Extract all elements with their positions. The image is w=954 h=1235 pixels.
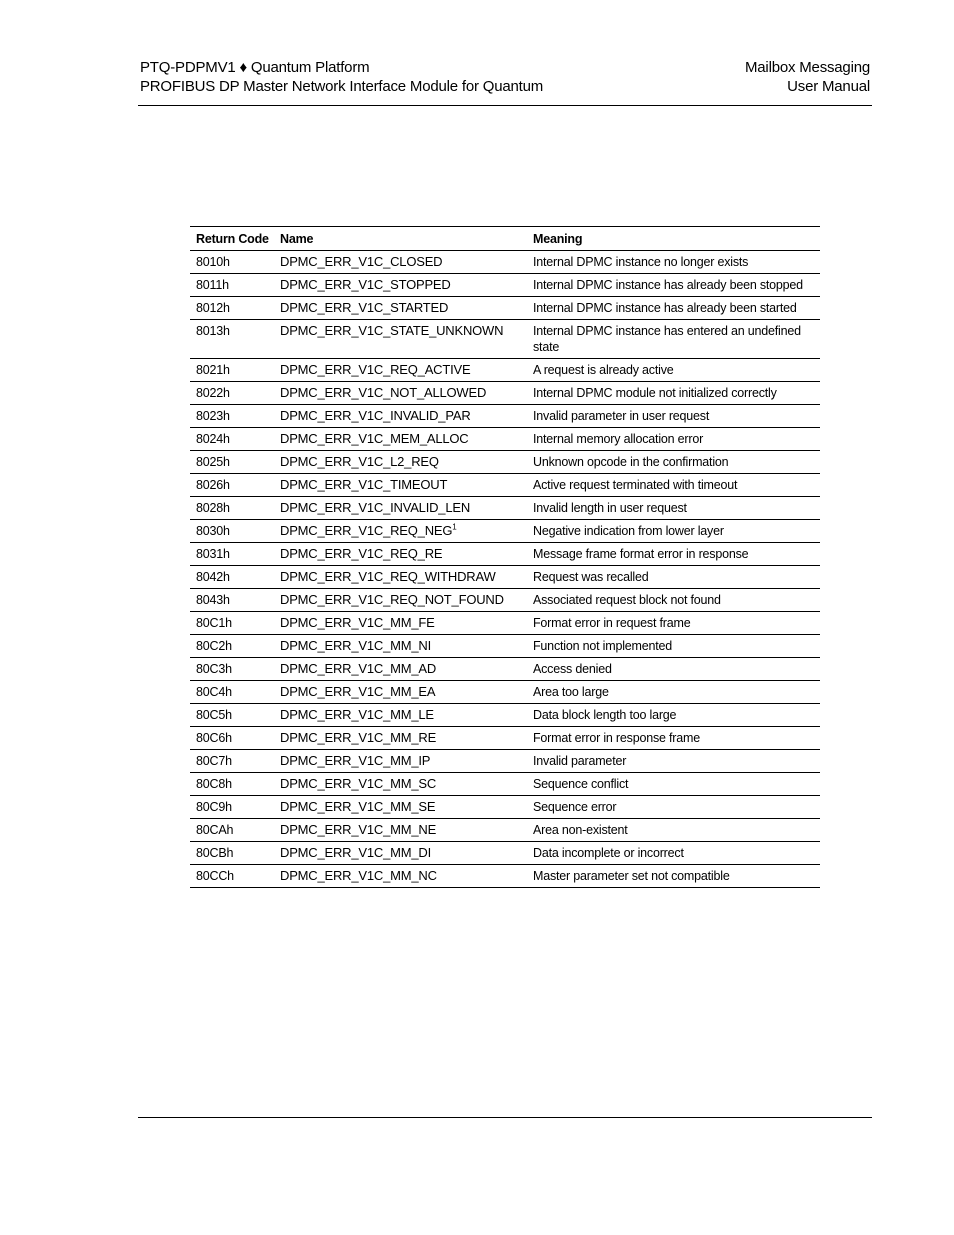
error-name: DPMC_ERR_V1C_CLOSED [280, 254, 443, 269]
meaning-cell: Internal DPMC instance has already been stopped [527, 274, 820, 297]
meaning-cell: Master parameter set not compatible [527, 865, 820, 888]
meaning-cell: Data block length too large [527, 704, 820, 727]
error-name: DPMC_ERR_V1C_INVALID_PAR [280, 408, 471, 423]
meaning-cell: Internal DPMC instance has entered an undefined state [527, 320, 820, 359]
error-name: DPMC_ERR_V1C_MEM_ALLOC [280, 431, 469, 446]
error-name: DPMC_ERR_V1C_MM_FE [280, 615, 435, 630]
meaning-cell: Area non-existent [527, 819, 820, 842]
meaning-cell: Negative indication from lower layer [527, 520, 820, 543]
meaning-cell: A request is already active [527, 359, 820, 382]
table-row [190, 274, 820, 297]
return-code-cell: 80C7h [190, 750, 274, 773]
table-row [190, 773, 820, 796]
table-row [190, 451, 820, 474]
return-code-cell: 8012h [190, 297, 274, 320]
table-row [190, 727, 820, 750]
header-left [140, 58, 543, 96]
table-row [190, 842, 820, 865]
table-row [190, 612, 820, 635]
product-title: PTQ-PDPMV1 ♦ Quantum Platform [140, 59, 370, 76]
return-code-cell: 8030h [190, 520, 274, 543]
name-cell [274, 842, 527, 865]
column-header-name: Name [274, 227, 527, 251]
name-cell [274, 274, 527, 297]
column-header-meaning: Meaning [527, 227, 820, 251]
name-cell [274, 474, 527, 497]
return-code-cell: 8042h [190, 566, 274, 589]
name-cell [274, 359, 527, 382]
meaning-cell: Invalid length in user request [527, 497, 820, 520]
meaning-cell: Unknown opcode in the confirmation [527, 451, 820, 474]
return-code-cell: 8022h [190, 382, 274, 405]
meaning-cell: Internal DPMC instance has already been started [527, 297, 820, 320]
return-code-cell: 80CCh [190, 865, 274, 888]
table-header-row [190, 227, 820, 251]
name-cell [274, 635, 527, 658]
name-cell [274, 543, 527, 566]
table-row [190, 405, 820, 428]
meaning-cell: Internal DPMC module not initialized correctly [527, 382, 820, 405]
error-name: DPMC_ERR_V1C_MM_NC [280, 868, 437, 883]
error-name: DPMC_ERR_V1C_MM_NE [280, 822, 437, 837]
return-code-cell: 80C1h [190, 612, 274, 635]
name-cell [274, 819, 527, 842]
table-row [190, 635, 820, 658]
meaning-cell: Active request terminated with timeout [527, 474, 820, 497]
error-name: DPMC_ERR_V1C_MM_SE [280, 799, 436, 814]
return-code-cell: 8031h [190, 543, 274, 566]
return-code-cell: 80C8h [190, 773, 274, 796]
return-code-cell: 8028h [190, 497, 274, 520]
meaning-cell: Access denied [527, 658, 820, 681]
name-cell [274, 612, 527, 635]
meaning-cell: Format error in response frame [527, 727, 820, 750]
table-row [190, 865, 820, 888]
table-row [190, 297, 820, 320]
error-name: DPMC_ERR_V1C_STARTED [280, 300, 449, 315]
table-row [190, 359, 820, 382]
error-name: DPMC_ERR_V1C_STOPPED [280, 277, 451, 292]
meaning-cell: Data incomplete or incorrect [527, 842, 820, 865]
error-name: DPMC_ERR_V1C_MM_RE [280, 730, 437, 745]
name-cell [274, 382, 527, 405]
name-cell [274, 727, 527, 750]
table-row [190, 497, 820, 520]
return-code-cell: 80CBh [190, 842, 274, 865]
product-subtitle: PROFIBUS DP Master Network Interface Module for Quantum [140, 78, 544, 95]
footer-divider [138, 1117, 872, 1118]
return-code-cell: 80C2h [190, 635, 274, 658]
header-divider [138, 105, 872, 106]
return-code-cell: 8010h [190, 251, 274, 274]
error-name: DPMC_ERR_V1C_MM_EA [280, 684, 436, 699]
return-code-cell: 8023h [190, 405, 274, 428]
meaning-cell: Sequence conflict [527, 773, 820, 796]
meaning-cell: Request was recalled [527, 566, 820, 589]
meaning-cell: Area too large [527, 681, 820, 704]
column-header-return-code: Return Code [190, 227, 274, 251]
return-code-cell: 8024h [190, 428, 274, 451]
table-row [190, 382, 820, 405]
meaning-cell: Associated request block not found [527, 589, 820, 612]
meaning-cell: Sequence error [527, 796, 820, 819]
return-code-cell: 80C6h [190, 727, 274, 750]
return-code-cell: 80C3h [190, 658, 274, 681]
name-cell [274, 773, 527, 796]
name-cell [274, 520, 527, 543]
table-row [190, 474, 820, 497]
error-name: DPMC_ERR_V1C_TIMEOUT [280, 477, 448, 492]
name-cell [274, 497, 527, 520]
return-code-table [190, 226, 820, 888]
name-cell [274, 750, 527, 773]
name-cell [274, 428, 527, 451]
error-name: DPMC_ERR_V1C_REQ_WITHDRAW [280, 569, 496, 584]
name-cell [274, 704, 527, 727]
table-row [190, 796, 820, 819]
return-code-cell: 8021h [190, 359, 274, 382]
return-code-cell: 80C5h [190, 704, 274, 727]
table-row [190, 566, 820, 589]
error-name: DPMC_ERR_V1C_STATE_UNKNOWN [280, 323, 504, 338]
section-title: Mailbox Messaging [745, 59, 870, 76]
meaning-cell: Function not implemented [527, 635, 820, 658]
error-name: DPMC_ERR_V1C_MM_IP [280, 753, 431, 768]
error-name: DPMC_ERR_V1C_MM_LE [280, 707, 434, 722]
meaning-cell: Invalid parameter in user request [527, 405, 820, 428]
name-cell [274, 865, 527, 888]
error-name: DPMC_ERR_V1C_REQ_RE [280, 546, 443, 561]
error-name: DPMC_ERR_V1C_NOT_ALLOWED [280, 385, 487, 400]
return-code-cell: 8011h [190, 274, 274, 297]
table-row [190, 704, 820, 727]
meaning-cell: Invalid parameter [527, 750, 820, 773]
table-row [190, 251, 820, 274]
name-cell [274, 251, 527, 274]
name-cell [274, 796, 527, 819]
name-cell [274, 589, 527, 612]
table-row [190, 750, 820, 773]
table-row [190, 819, 820, 842]
error-name: DPMC_ERR_V1C_INVALID_LEN [280, 500, 471, 515]
name-cell [274, 320, 527, 359]
error-name: DPMC_ERR_V1C_MM_SC [280, 776, 437, 791]
meaning-cell: Internal memory allocation error [527, 428, 820, 451]
name-cell [274, 681, 527, 704]
error-name: DPMC_ERR_V1C_MM_DI [280, 845, 431, 860]
name-cell [274, 658, 527, 681]
table-row [190, 543, 820, 566]
name-cell [274, 566, 527, 589]
error-name: DPMC_ERR_V1C_REQ_NEG [280, 523, 453, 538]
error-name: DPMC_ERR_V1C_MM_AD [280, 661, 437, 676]
return-code-cell: 8013h [190, 320, 274, 359]
table-row [190, 589, 820, 612]
return-code-cell: 8026h [190, 474, 274, 497]
return-code-cell: 80CAh [190, 819, 274, 842]
error-name: DPMC_ERR_V1C_MM_NI [280, 638, 431, 653]
table-row [190, 320, 820, 359]
table-row [190, 658, 820, 681]
table-row [190, 681, 820, 704]
return-code-cell: 8043h [190, 589, 274, 612]
return-code-cell: 80C9h [190, 796, 274, 819]
return-code-cell: 80C4h [190, 681, 274, 704]
name-cell [274, 451, 527, 474]
name-cell [274, 297, 527, 320]
meaning-cell: Internal DPMC instance no longer exists [527, 251, 820, 274]
error-name: DPMC_ERR_V1C_REQ_ACTIVE [280, 362, 471, 377]
table-row [190, 428, 820, 451]
error-name: DPMC_ERR_V1C_REQ_NOT_FOUND [280, 592, 504, 607]
meaning-cell: Format error in request frame [527, 612, 820, 635]
return-code-cell: 8025h [190, 451, 274, 474]
meaning-cell: Message frame format error in response [527, 543, 820, 566]
header-right [745, 58, 870, 96]
footnote-marker: 1 [452, 522, 457, 532]
name-cell [274, 405, 527, 428]
table-row [190, 520, 820, 543]
table-body [190, 251, 820, 888]
document-type: User Manual [787, 78, 870, 95]
error-name: DPMC_ERR_V1C_L2_REQ [280, 454, 439, 469]
